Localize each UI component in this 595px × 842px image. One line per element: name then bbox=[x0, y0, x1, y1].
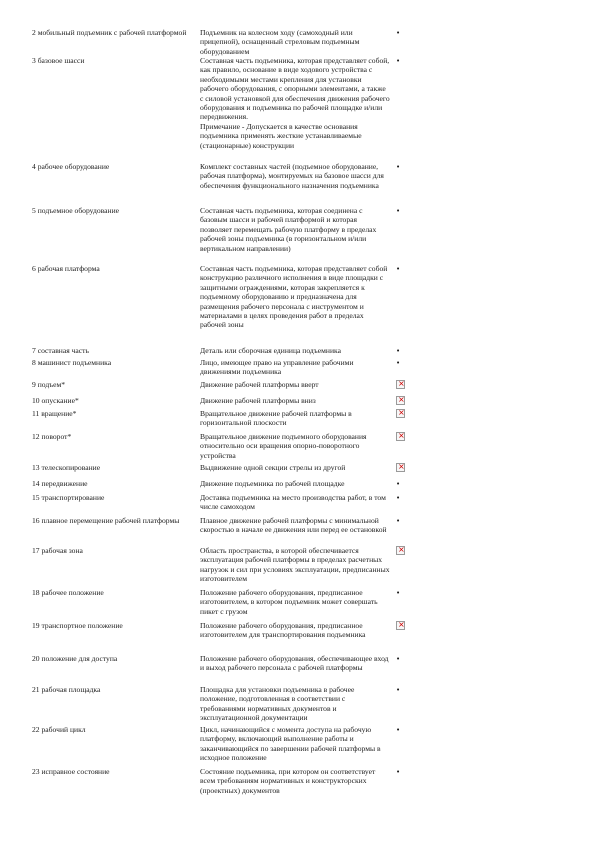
term-definition bbox=[200, 588, 390, 616]
term-definition bbox=[200, 546, 390, 584]
definition-paragraph: Составная часть подъемника, которая соединена с базовым шасси и рабочей платформой и которая позволяет перемещать рабочую платформу в пределах рабочей зоны подъемника (в горизонтальном и/или вертикальном направлении) bbox=[200, 206, 377, 253]
term-definition bbox=[200, 264, 390, 330]
bullet-icon: • bbox=[396, 768, 401, 776]
definition-paragraph: Площадка для установки подъемника в рабочее положение, подготовленная в соответствии с требованиями нормативных документов и эксплуатационной документации bbox=[200, 685, 355, 723]
broken-image-icon bbox=[396, 396, 405, 405]
definition-paragraph: Состояние подъемника, при котором он соответствует всем требованиям нормативных и конструкторских (проектных) документов bbox=[200, 767, 376, 795]
definition-paragraph: Составная часть подъемника, которая представляет собой конструкцию различного исполнения в виде площадки с защитными ограждениями, которая закрепляется к подъемному оборудованию и предназначена для размещения рабочего персонала с инструментом и материалами в целях проведения работ в пределах рабочей зоны bbox=[200, 264, 388, 330]
definition-paragraph: Составная часть подъемника, которая представляет собой, как правило, основание в виде ходового устройства с необходимыми местами крепления для установки рабочего оборудования, с опорными элементами, а также с силовой установкой для обеспечения движения рабочего оборудования и подъемника по рабочей площадке и/или передвижения. bbox=[200, 56, 390, 122]
broken-image-icon bbox=[396, 409, 405, 418]
broken-image-icon bbox=[396, 432, 405, 441]
definition-paragraph: Вращательное движение рабочей платформы в горизонтальной плоскости bbox=[200, 409, 352, 428]
definition-paragraph: Вращательное движение подъемного оборудования относительно оси вращения опорно-поворотного устройства bbox=[200, 432, 367, 460]
term-definition bbox=[200, 493, 390, 512]
term-label: 23 исправное состояние bbox=[32, 767, 110, 776]
broken-image-icon bbox=[396, 546, 405, 555]
definition-paragraph: Область пространства, в которой обеспечивается эксплуатация рабочей платформы в пределах расчетных нагрузок и сил при условиях эксплуатации, предписанных изготовителем bbox=[200, 546, 390, 584]
term-definition bbox=[200, 358, 390, 377]
term-definition bbox=[200, 725, 390, 763]
term-definition bbox=[200, 463, 390, 472]
term-label: 3 базовое шасси bbox=[32, 56, 85, 65]
term-definition bbox=[200, 685, 390, 723]
term-definition bbox=[200, 28, 390, 56]
term-definition bbox=[200, 621, 390, 640]
definition-paragraph: Положение рабочего оборудования, предписанное изготовителем для транспортирования подъемника bbox=[200, 621, 366, 640]
bullet-icon: • bbox=[396, 480, 401, 488]
term-label: 8 машинист подъемника bbox=[32, 358, 112, 367]
term-label: 19 транспортное положение bbox=[32, 621, 123, 630]
bullet-icon: • bbox=[396, 589, 401, 597]
bullet-icon: • bbox=[396, 359, 401, 367]
bullet-icon: • bbox=[396, 29, 401, 37]
term-definition bbox=[200, 346, 390, 355]
term-definition bbox=[200, 380, 390, 389]
definition-paragraph: Доставка подъемника на место производства работ, в том числе самоходом bbox=[200, 493, 386, 512]
definition-paragraph: Подъемник на колесном ходу (самоходный или прицепной), оснащенный стреловым подъемным оборудованием bbox=[200, 28, 360, 56]
term-definition bbox=[200, 516, 390, 535]
bullet-icon: • bbox=[396, 686, 401, 694]
definition-paragraph: Лицо, имеющее право на управление рабочими движениями подъемника bbox=[200, 358, 354, 377]
term-label: 5 подъемное оборудование bbox=[32, 206, 120, 215]
term-label: 15 транспортирование bbox=[32, 493, 105, 502]
definition-paragraph: Выдвижение одной секции стрелы из другой bbox=[200, 463, 346, 472]
term-definition bbox=[200, 654, 390, 673]
term-label: 14 передвижение bbox=[32, 479, 88, 488]
term-label: 9 подъем* bbox=[32, 380, 66, 389]
term-label: 21 рабочая площадка bbox=[32, 685, 101, 694]
definition-paragraph: Плавное движение рабочей платформы с минимальной скоростью в начале ее движения или перед ее остановкой bbox=[200, 516, 387, 535]
bullet-icon: • bbox=[396, 163, 401, 171]
definition-paragraph: Движение подъемника по рабочей площадке bbox=[200, 479, 345, 488]
term-definition bbox=[200, 396, 390, 405]
term-definition bbox=[200, 206, 390, 253]
term-label: 13 телескопирование bbox=[32, 463, 101, 472]
term-label: 6 рабочая платформа bbox=[32, 264, 100, 273]
term-label: 17 рабочая зона bbox=[32, 546, 83, 555]
term-label: 10 опускание* bbox=[32, 396, 79, 405]
bullet-icon: • bbox=[396, 517, 401, 525]
bullet-icon: • bbox=[396, 347, 401, 355]
term-definition bbox=[200, 162, 390, 190]
term-label: 22 рабочий цикл bbox=[32, 725, 86, 734]
definition-paragraph: Движение рабочей платформы вверт bbox=[200, 380, 319, 389]
bullet-icon: • bbox=[396, 655, 401, 663]
definition-paragraph: Деталь или сборочная единица подъемника bbox=[200, 346, 341, 355]
definition-paragraph: Примечание - Допускается в качестве основания подъемника применять жесткие устанавливаемые (стационарные) конструкции bbox=[200, 121, 362, 150]
term-definition bbox=[200, 409, 390, 428]
bullet-icon: • bbox=[396, 726, 401, 734]
term-label: 16 плавное перемещение рабочей платформы bbox=[32, 516, 180, 525]
definition-paragraph: Положение рабочего оборудования, предписанное изготовителем, в котором подъемник может совершать пикет с грузом bbox=[200, 588, 378, 616]
term-definition bbox=[200, 767, 390, 795]
definition-paragraph: Движение рабочей платформы вниз bbox=[200, 396, 316, 405]
term-label: 11 вращение* bbox=[32, 409, 77, 418]
term-label: 4 рабочее оборудование bbox=[32, 162, 110, 171]
term-definition bbox=[200, 432, 390, 460]
broken-image-icon bbox=[396, 380, 405, 389]
bullet-icon: • bbox=[396, 494, 401, 502]
term-label: 7 составная часть bbox=[32, 346, 89, 355]
definition-paragraph: Цикл, начинающийся с момента доступа на рабочую платформу, включающий выполнение работы и заканчивающийся по завершении рабочей платформы в исходное положение bbox=[200, 725, 381, 763]
bullet-icon: • bbox=[396, 207, 401, 215]
term-label: 20 положение для доступа bbox=[32, 654, 118, 663]
term-definition bbox=[200, 56, 390, 150]
definition-paragraph: Положение рабочего оборудования, обеспечивающее вход и выход рабочего персонала с рабочей платформы bbox=[200, 654, 389, 673]
broken-image-icon bbox=[396, 621, 405, 630]
term-label: 18 рабочее положение bbox=[32, 588, 104, 597]
bullet-icon: • bbox=[396, 57, 401, 65]
broken-image-icon bbox=[396, 463, 405, 472]
bullet-icon: • bbox=[396, 265, 401, 273]
term-label: 2 мобильный подъемник с рабочей платформой bbox=[32, 28, 187, 37]
definition-paragraph: Комплект составных частей (подъемное оборудование, рабочая платформа), монтируемых на базовое шасси для обеспечения функционального назначения подъемника bbox=[200, 162, 384, 190]
term-definition bbox=[200, 479, 390, 488]
term-label: 12 поворот* bbox=[32, 432, 72, 441]
